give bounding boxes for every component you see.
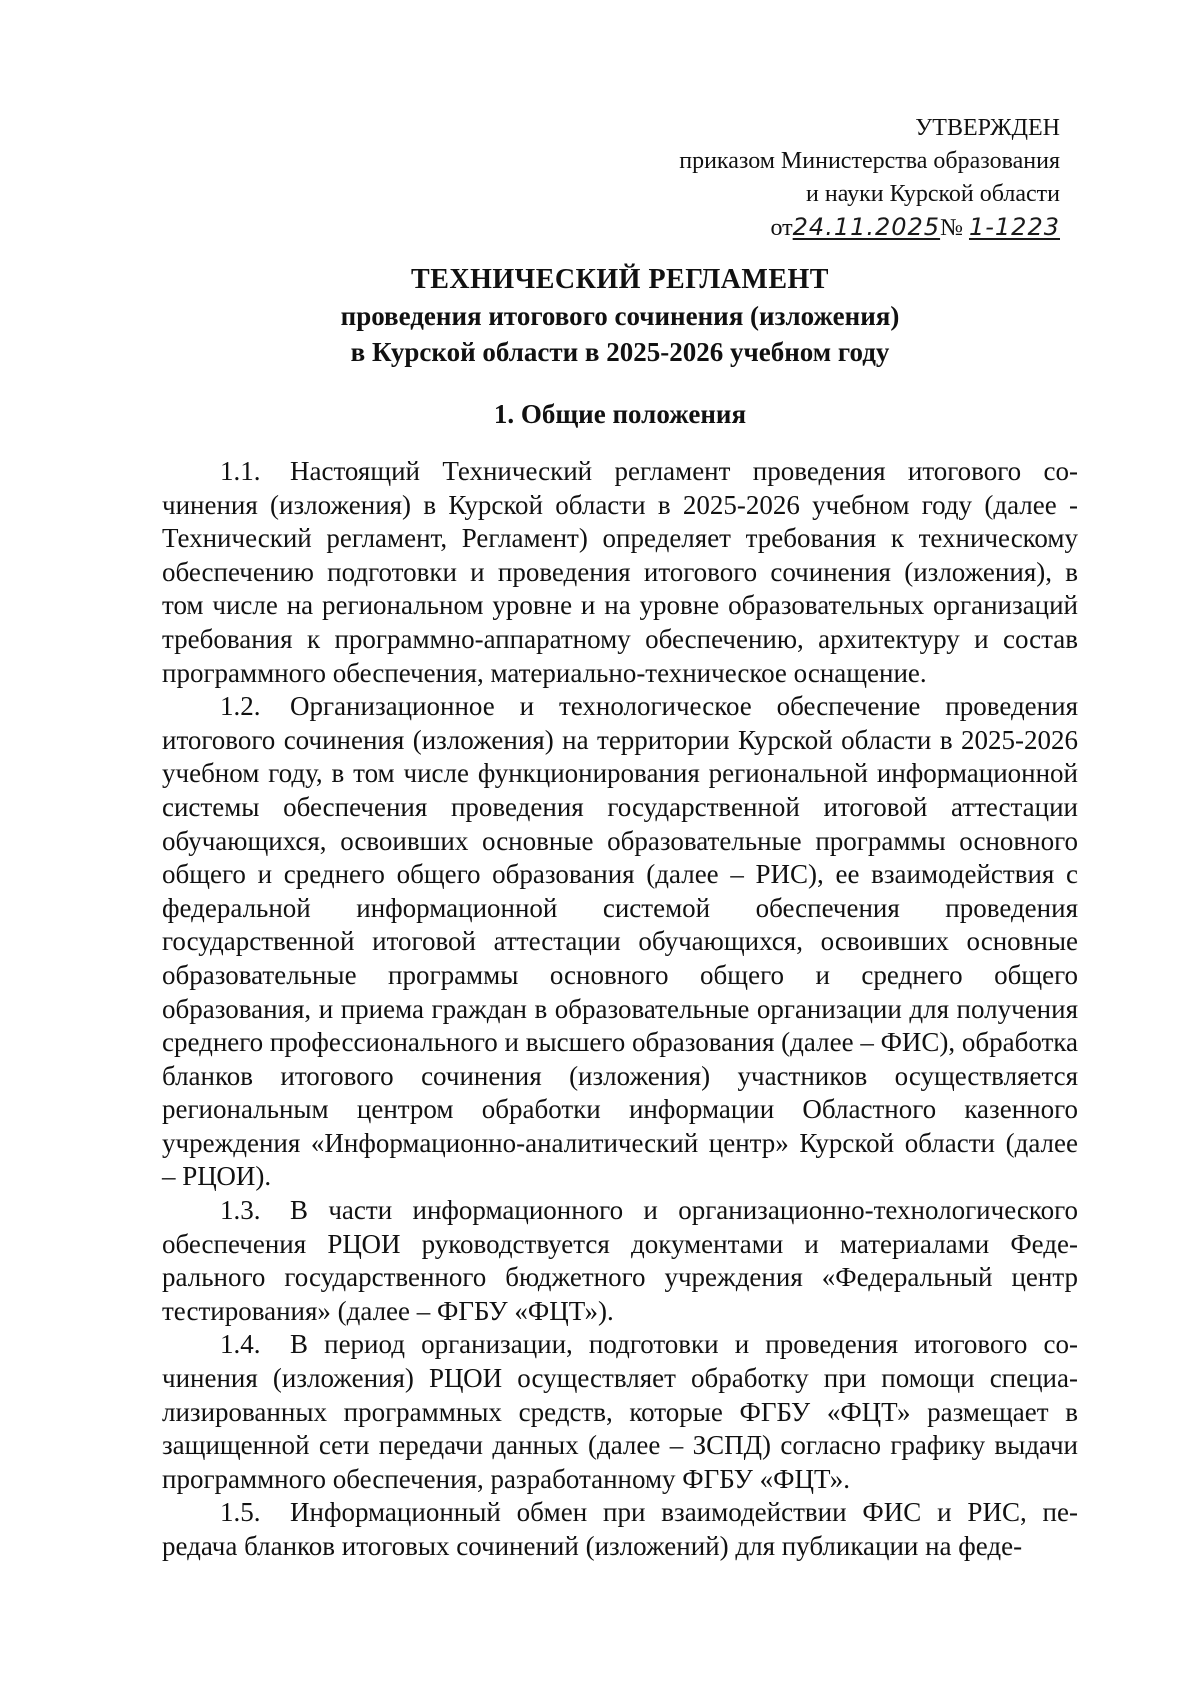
approval-line-2: и науки Курской области <box>806 181 1060 207</box>
paragraph-1-1 <box>162 455 1078 690</box>
paragraph-text: Организационное и технологическое обеспечение проведения итогового сочинения (изложения) на территории Курской области в 2025-2026 учебном году, в том числе функционирования региональной информационной системы обеспечения проведения государственной итоговой аттестации обучающихся, освоивших основные образовательные программы основного общего и среднего общего образования (далее – РИС), ее взаимодействия с федеральной информационной системой обеспечения проведения государственной итоговой аттестации обучающихся, освоивших основные образовательные программы основного общего и среднего общего образования, и приема граждан в образовательные организации для получения среднего профессионального и высшего образования (далее – ФИС), обработка бланков итогового сочинения (изложения) участников осуществляется региональным центром обработки информации Областного казенного учреждения «Информационно-аналитический центр» Курской области (далее – РЦОИ). <box>162 691 1078 1192</box>
paragraph-number: 1.2. <box>220 691 261 722</box>
title-line-3: в Курской области в 2025-2026 учебном году <box>350 337 890 367</box>
title-line-2: проведения итогового сочинения (изложения) <box>340 301 900 331</box>
paragraph-1-2 <box>162 690 1078 1194</box>
paragraph-1-5 <box>162 1496 1078 1563</box>
paragraph-text: Информационный обмен при взаимодействии ФИС и РИС, передача бланков итоговых сочинений (изложений) для публикации на феде- <box>162 1497 1078 1561</box>
number-prefix: № <box>940 215 963 241</box>
title-line-1: ТЕХНИЧЕСКИЙ РЕГЛАМЕНТ <box>411 264 829 295</box>
paragraph-number: 1.3. <box>220 1195 261 1226</box>
approval-date-line <box>660 211 1060 245</box>
paragraph-text: Настоящий Технический регламент проведения итогового сочинения (изложения) в Курской области в 2025-2026 учебном году (далее - Технический регламент, Регламент) определяет требования к техническому обеспечению подготовки и проведения итогового сочинения (изложения), в том числе на региональном уровне и на уровне образовательных организаций требования к программно-аппаратному обеспечению, архитектуру и состав программного обеспечения, материально-техническое оснащение. <box>162 456 1078 688</box>
paragraph-number: 1.1. <box>220 456 261 486</box>
approval-line-1: приказом Министерства образования <box>679 148 1060 174</box>
approval-stamp: УТВЕРЖДЕН <box>915 115 1060 141</box>
paragraph-number: 1.5. <box>220 1497 261 1528</box>
section-heading: 1. Общие положения <box>493 399 747 429</box>
date-prefix: от <box>770 215 793 241</box>
document-title <box>160 262 1080 370</box>
approval-block <box>660 112 1060 245</box>
paragraph-text: В период организации, подготовки и проведения итогового сочинения (изложения) РЦОИ осуществляет обработку при помощи специализированных программных средств, которые ФГБУ «ФЦТ» размещает в защищенной сети передачи данных (далее – ЗСПД) согласно графику выдачи программного обеспечения, разработанному ФГБУ «ФЦТ». <box>162 1329 1078 1494</box>
paragraph-text: В части информационного и организационно-технологического обеспечения РЦОИ руководствуется документами и материалами Федерального государственного бюджетного учреждения «Федеральный центр тестирования» (далее – ФГБУ «ФЦТ»). <box>162 1195 1078 1326</box>
paragraph-1-4 <box>162 1328 1078 1496</box>
handwritten-number: 1-1223 <box>968 213 1060 241</box>
document-body <box>162 455 1078 1564</box>
paragraph-number: 1.4. <box>220 1329 261 1360</box>
handwritten-date: 24.11.2025 <box>792 213 941 241</box>
paragraph-1-3 <box>162 1194 1078 1328</box>
